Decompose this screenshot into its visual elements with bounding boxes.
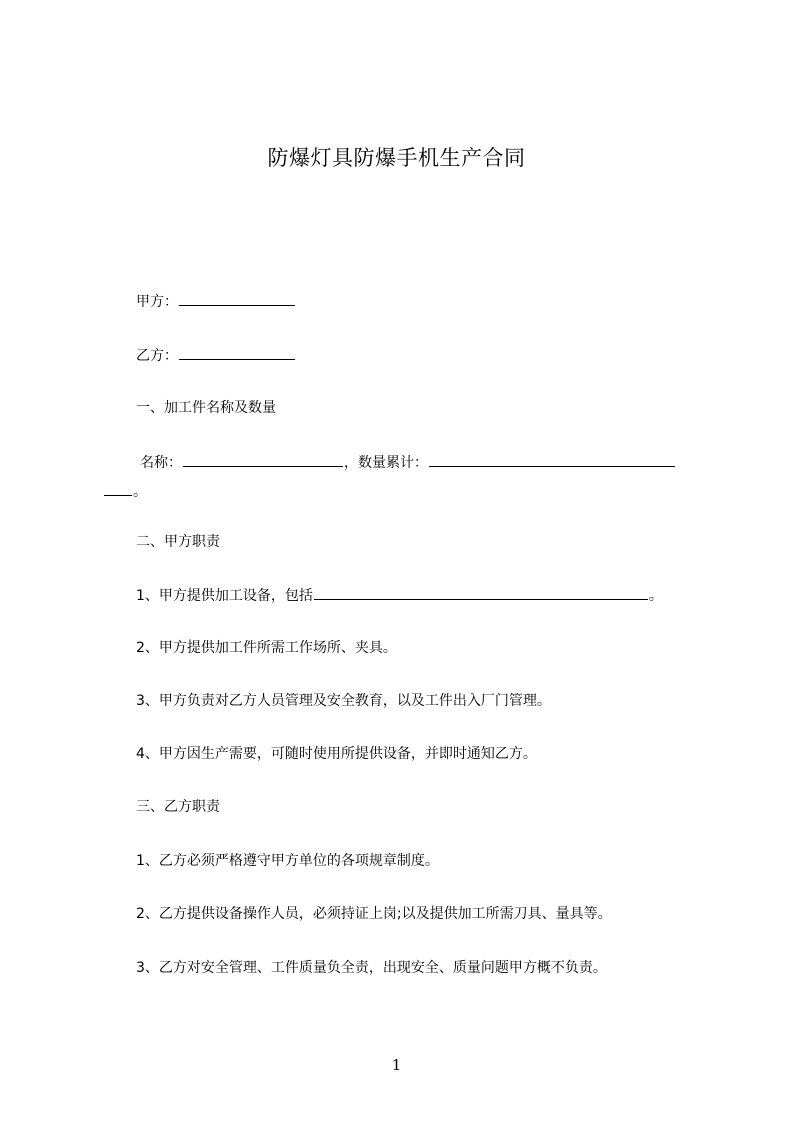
party-a-duty-3: 3、甲方负责对乙方人员管理及安全教育，以及工件出入厂门管理。 bbox=[136, 693, 551, 709]
party-a-duty-2: 2、甲方提供加工件所需工作场所、夹具。 bbox=[136, 640, 397, 656]
party-a-label: 甲方： bbox=[136, 294, 178, 310]
quantity-label: ，数量累计： bbox=[344, 455, 428, 471]
quantity-continuation-line bbox=[104, 481, 147, 502]
section-2-heading: 二、甲方职责 bbox=[136, 534, 220, 550]
name-label: 名称： bbox=[140, 455, 182, 471]
quantity-blank-continued bbox=[104, 481, 132, 496]
section-1-heading: 一、加工件名称及数量 bbox=[136, 400, 276, 416]
quantity-end: 。 bbox=[133, 484, 147, 500]
party-a-duty-1 bbox=[136, 585, 663, 606]
party-b-duty-2: 2、乙方提供设备操作人员，必须持证上岗;以及提供加工所需刀具、量具等。 bbox=[136, 906, 612, 922]
party-a-blank bbox=[179, 291, 295, 306]
equipment-blank bbox=[314, 585, 648, 600]
party-b-duty-1: 1、乙方必须严格遵守甲方单位的各项规章制度。 bbox=[136, 853, 439, 869]
party-a-line bbox=[136, 291, 296, 312]
quantity-blank bbox=[429, 452, 675, 467]
document-title: 防爆灯具防爆手机生产合同 bbox=[267, 146, 526, 170]
name-quantity-line bbox=[140, 452, 676, 473]
party-a-duty-4: 4、甲方因生产需要，可随时使用所提供设备，并即时通知乙方。 bbox=[136, 746, 537, 762]
party-b-duty-3: 3、乙方对安全管理、工件质量负全责，出现安全、质量问题甲方概不负责。 bbox=[136, 960, 607, 976]
party-b-blank bbox=[179, 345, 295, 360]
page-number: 1 bbox=[391, 1056, 402, 1074]
name-blank bbox=[183, 452, 343, 467]
section-3-heading: 三、乙方职责 bbox=[136, 799, 220, 815]
party-a-duty-1-end: 。 bbox=[648, 588, 663, 604]
party-b-label: 乙方： bbox=[136, 348, 178, 364]
party-b-line bbox=[136, 345, 296, 366]
party-a-duty-1-text: 1、甲方提供加工设备，包括 bbox=[136, 588, 313, 604]
